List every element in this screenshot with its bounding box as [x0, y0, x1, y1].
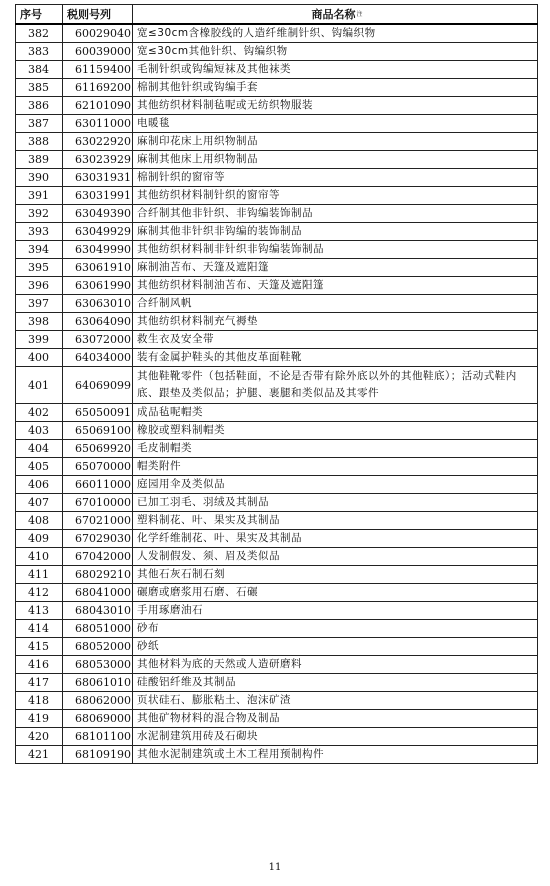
serial-number-cell: 408 — [16, 512, 63, 530]
product-name-cell: 砂布 — [133, 620, 538, 638]
tariff-code-cell: 63022920 — [63, 133, 133, 151]
table-row — [16, 530, 538, 548]
product-name-cell: 成品毡呢帽类 — [133, 404, 538, 422]
table-row — [16, 476, 538, 494]
serial-number-cell: 411 — [16, 566, 63, 584]
table-row — [16, 241, 538, 259]
header-serial-number: 序号 — [16, 5, 63, 25]
serial-number-cell: 397 — [16, 295, 63, 313]
product-name-cell: 棉制针织的窗帘等 — [133, 169, 538, 187]
table-row — [16, 512, 538, 530]
product-name-cell: 其他纺织材料制充气褥垫 — [133, 313, 538, 331]
tariff-code-cell: 64034000 — [63, 349, 133, 367]
table-row — [16, 692, 538, 710]
table-row — [16, 620, 538, 638]
serial-number-cell: 402 — [16, 404, 63, 422]
serial-number-cell: 409 — [16, 530, 63, 548]
product-name-cell: 其他鞋靴零件（包括鞋面，不论是否带有除外底以外的其他鞋底）；活动式鞋内底、跟垫及类似品；护腿、裹腿和类似品及其零件 — [133, 367, 538, 404]
tariff-code-cell: 63072000 — [63, 331, 133, 349]
product-name-cell: 水泥制建筑用砖及石砌块 — [133, 728, 538, 746]
table-row — [16, 674, 538, 692]
product-name-cell: 其他矿物材料的混合物及制品 — [133, 710, 538, 728]
header-note-mark: 注 — [356, 10, 363, 18]
product-name-cell: 宽≤30cm含橡胶线的人造纤维制针织、钩编织物 — [133, 24, 538, 43]
tariff-code-cell: 63023929 — [63, 151, 133, 169]
serial-number-cell: 398 — [16, 313, 63, 331]
tariff-code-cell: 68101100 — [63, 728, 133, 746]
product-name-cell: 化学纤维制花、叶、果实及其制品 — [133, 530, 538, 548]
tariff-code-cell: 63064090 — [63, 313, 133, 331]
table-row — [16, 746, 538, 764]
serial-number-cell: 403 — [16, 422, 63, 440]
table-row — [16, 566, 538, 584]
tariff-code-cell: 68053000 — [63, 656, 133, 674]
table-row — [16, 187, 538, 205]
serial-number-cell: 418 — [16, 692, 63, 710]
serial-number-cell: 417 — [16, 674, 63, 692]
product-name-cell: 电暖毯 — [133, 115, 538, 133]
table-row — [16, 43, 538, 61]
tariff-code-cell: 67042000 — [63, 548, 133, 566]
tariff-code-cell: 61169200 — [63, 79, 133, 97]
tariff-code-cell: 63049929 — [63, 223, 133, 241]
product-name-cell: 人发制假发、须、眉及类似品 — [133, 548, 538, 566]
product-name-cell: 麻制其他非针织非钩编的装饰制品 — [133, 223, 538, 241]
table-row — [16, 277, 538, 295]
tariff-code-cell: 66011000 — [63, 476, 133, 494]
serial-number-cell: 401 — [16, 367, 63, 404]
table-row — [16, 548, 538, 566]
serial-number-cell: 394 — [16, 241, 63, 259]
product-name-cell: 其他纺织材料制针织的窗帘等 — [133, 187, 538, 205]
table-header-row — [16, 5, 538, 25]
tariff-code-cell: 64069099 — [63, 367, 133, 404]
table-row — [16, 331, 538, 349]
table-row — [16, 404, 538, 422]
tariff-code-cell: 67010000 — [63, 494, 133, 512]
tariff-code-cell: 63031931 — [63, 169, 133, 187]
table-row — [16, 638, 538, 656]
product-name-cell: 硅酸铝纤维及其制品 — [133, 674, 538, 692]
table-row — [16, 79, 538, 97]
product-name-cell: 装有金属护鞋头的其他皮革面鞋靴 — [133, 349, 538, 367]
serial-number-cell: 393 — [16, 223, 63, 241]
tariff-code-cell: 68041000 — [63, 584, 133, 602]
table-row — [16, 313, 538, 331]
product-name-cell: 已加工羽毛、羽绒及其制品 — [133, 494, 538, 512]
table-row — [16, 584, 538, 602]
tariff-code-cell: 62101090 — [63, 97, 133, 115]
serial-number-cell: 400 — [16, 349, 63, 367]
serial-number-cell: 390 — [16, 169, 63, 187]
tariff-code-cell: 63049990 — [63, 241, 133, 259]
table-row — [16, 295, 538, 313]
table-row — [16, 259, 538, 277]
serial-number-cell: 392 — [16, 205, 63, 223]
table-row — [16, 115, 538, 133]
serial-number-cell: 407 — [16, 494, 63, 512]
tariff-code-cell: 67021000 — [63, 512, 133, 530]
product-name-cell: 橡胶或塑料制帽类 — [133, 422, 538, 440]
product-name-cell: 麻制其他床上用织物制品 — [133, 151, 538, 169]
serial-number-cell: 413 — [16, 602, 63, 620]
tariff-code-cell: 65070000 — [63, 458, 133, 476]
tariff-code-cell: 63049390 — [63, 205, 133, 223]
product-name-cell: 宽≤30cm其他针织、钩编织物 — [133, 43, 538, 61]
table-row — [16, 205, 538, 223]
product-name-cell: 救生衣及安全带 — [133, 331, 538, 349]
serial-number-cell: 405 — [16, 458, 63, 476]
serial-number-cell: 419 — [16, 710, 63, 728]
table-row — [16, 422, 538, 440]
tariff-code-cell: 65069100 — [63, 422, 133, 440]
table-body — [16, 24, 538, 764]
product-name-cell: 合纤制风帆 — [133, 295, 538, 313]
table-row — [16, 61, 538, 79]
serial-number-cell: 395 — [16, 259, 63, 277]
serial-number-cell: 383 — [16, 43, 63, 61]
table-row — [16, 24, 538, 43]
serial-number-cell: 399 — [16, 331, 63, 349]
product-name-cell: 毛皮制帽类 — [133, 440, 538, 458]
tariff-code-cell: 68062000 — [63, 692, 133, 710]
tariff-code-cell: 63061910 — [63, 259, 133, 277]
product-name-cell: 其他纺织材料制油苫布、天篷及遮阳篷 — [133, 277, 538, 295]
header-product-name-label: 商品名称 — [311, 7, 356, 21]
table-row — [16, 223, 538, 241]
serial-number-cell: 388 — [16, 133, 63, 151]
tariff-code-cell: 63063010 — [63, 295, 133, 313]
table-row — [16, 133, 538, 151]
serial-number-cell: 412 — [16, 584, 63, 602]
header-product-name — [133, 5, 538, 25]
tariff-table — [15, 4, 538, 764]
tariff-code-cell: 63031991 — [63, 187, 133, 205]
product-name-cell: 合纤制其他非针织、非钩编装饰制品 — [133, 205, 538, 223]
product-name-cell: 毛制针织或钩编短袜及其他袜类 — [133, 61, 538, 79]
serial-number-cell: 387 — [16, 115, 63, 133]
tariff-code-cell: 65069920 — [63, 440, 133, 458]
table-row — [16, 97, 538, 115]
table-row — [16, 367, 538, 404]
tariff-code-cell: 61159400 — [63, 61, 133, 79]
serial-number-cell: 391 — [16, 187, 63, 205]
serial-number-cell: 404 — [16, 440, 63, 458]
serial-number-cell: 384 — [16, 61, 63, 79]
product-name-cell: 其他材料为底的天然或人造研磨料 — [133, 656, 538, 674]
tariff-code-cell: 68109190 — [63, 746, 133, 764]
page-number: 11 — [268, 862, 282, 873]
tariff-code-cell: 68061010 — [63, 674, 133, 692]
product-name-cell: 页状硅石、膨胀粘土、泡沫矿渣 — [133, 692, 538, 710]
serial-number-cell: 389 — [16, 151, 63, 169]
serial-number-cell: 421 — [16, 746, 63, 764]
tariff-code-cell: 63011000 — [63, 115, 133, 133]
serial-number-cell: 416 — [16, 656, 63, 674]
table-row — [16, 710, 538, 728]
tariff-code-cell: 68051000 — [63, 620, 133, 638]
product-name-cell: 碾磨或磨浆用石磨、石碾 — [133, 584, 538, 602]
product-name-cell: 其他纺织材料制非针织非钩编装饰制品 — [133, 241, 538, 259]
serial-number-cell: 420 — [16, 728, 63, 746]
table-row — [16, 458, 538, 476]
product-name-cell: 砂纸 — [133, 638, 538, 656]
product-name-cell: 棉制其他针织或钩编手套 — [133, 79, 538, 97]
product-name-cell: 麻制印花床上用织物制品 — [133, 133, 538, 151]
tariff-code-cell: 65050091 — [63, 404, 133, 422]
serial-number-cell: 410 — [16, 548, 63, 566]
table-row — [16, 602, 538, 620]
tariff-code-cell: 60029040 — [63, 24, 133, 43]
product-name-cell: 手用琢磨油石 — [133, 602, 538, 620]
serial-number-cell: 385 — [16, 79, 63, 97]
table-row — [16, 494, 538, 512]
tariff-code-cell: 68069000 — [63, 710, 133, 728]
serial-number-cell: 396 — [16, 277, 63, 295]
product-name-cell: 庭园用伞及类似品 — [133, 476, 538, 494]
table-row — [16, 151, 538, 169]
tariff-code-cell: 68043010 — [63, 602, 133, 620]
tariff-code-cell: 60039000 — [63, 43, 133, 61]
table-row — [16, 440, 538, 458]
table-row — [16, 169, 538, 187]
product-name-cell: 其他石灰石制石刻 — [133, 566, 538, 584]
tariff-code-cell: 63061990 — [63, 277, 133, 295]
tariff-code-cell: 68052000 — [63, 638, 133, 656]
serial-number-cell: 415 — [16, 638, 63, 656]
table-row — [16, 656, 538, 674]
header-tariff-code: 税则号列 — [63, 5, 133, 25]
serial-number-cell: 382 — [16, 24, 63, 43]
product-name-cell: 其他水泥制建筑或土木工程用预制构件 — [133, 746, 538, 764]
product-name-cell: 其他纺织材料制毡呢或无纺织物服装 — [133, 97, 538, 115]
tariff-code-cell: 67029030 — [63, 530, 133, 548]
serial-number-cell: 414 — [16, 620, 63, 638]
product-name-cell: 帽类附件 — [133, 458, 538, 476]
table-row — [16, 728, 538, 746]
tariff-code-cell: 68029210 — [63, 566, 133, 584]
product-name-cell: 麻制油苫布、天篷及遮阳篷 — [133, 259, 538, 277]
table-row — [16, 349, 538, 367]
serial-number-cell: 406 — [16, 476, 63, 494]
serial-number-cell: 386 — [16, 97, 63, 115]
product-name-cell: 塑料制花、叶、果实及其制品 — [133, 512, 538, 530]
